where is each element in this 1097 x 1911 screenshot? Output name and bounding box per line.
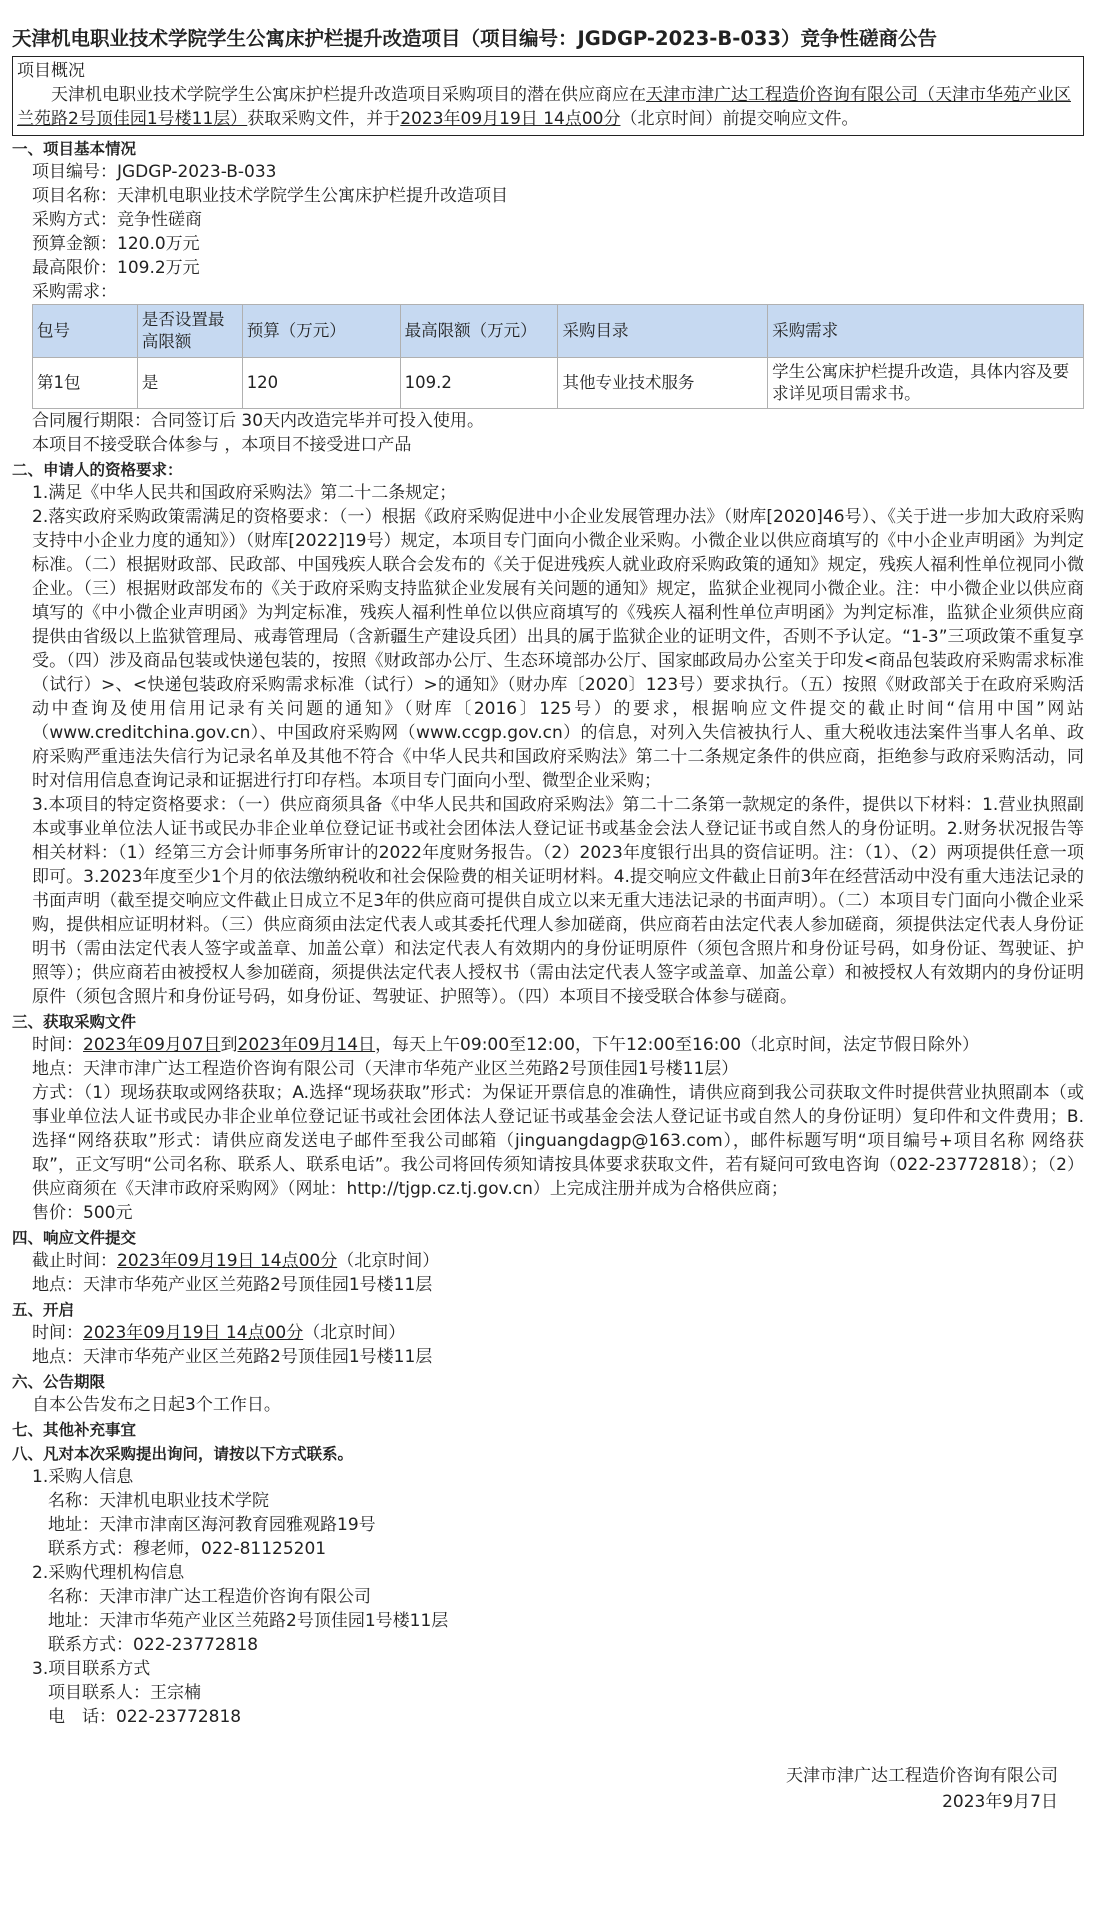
project-name: 项目名称：天津机电职业技术学院学生公寓床护栏提升改造项目 [32, 186, 508, 206]
section-5-heading: 五、开启 [12, 1301, 75, 1319]
section-6-heading: 六、公告期限 [12, 1373, 106, 1391]
opening-time [12, 1321, 1084, 1345]
time-to: 到 [220, 1035, 238, 1055]
submission-deadline [12, 1249, 1084, 1273]
table-header-row [33, 305, 1084, 358]
contract-period: 合同履行期限：合同签订后 30天内改造完毕并可投入使用。 [32, 411, 485, 431]
table-cell: 其他专业技术服务 [558, 358, 768, 409]
overview-text-post: （北京时间）前提交响应文件。 [620, 109, 859, 129]
qualification-item-2: 2.落实政府采购政策需满足的资格要求：（一）根据《政府采购促进中小企业发展管理办法》（财库[2020]46号）、《关于进一步加大政府采购支持中小企业力度的通知》）（财库[2022]19号）规定，本项目专门面向小微企业采购。小微企业以供应商填写的《中小企业声明函》为判定标准。（二）根据财政部、民政部、中国残疾人联合会发布的《关于促进残疾人就业政府采购政策的通知》规定，残疾人福利性单位视同小微企业。（三）根据财政部发布的《关于政府采购支持监狱企业发展有关问题的通知》规定，监狱企业视同小微企业。注：中小微企业以供应商填写的《中小微企业声明函》为判定标准，残疾人福利性单位以供应商填写的《残疾人福利性单位声明函》为判定标准，监狱企业须供应商提供由省级以上监狱管理局、戒毒管理局（含新疆生产建设兵团）出具的属于监狱企业的证明文件，否则不予认定。“1-3”三项政策不重复享受。（四）涉及商品包装或快递包装的，按照《财政部办公厅、生态环境部办公厅、国家邮政局办公室关于印发<商品包装政府采购需求标准（试行）>、<快递包装政府采购需求标准（试行）>的通知》（财办库〔2020〕123号）要求执行。（五）按照《财政部关于在政府采购活动中查询及使用信用记录有关问题的通知》（财库〔2016〕125号）的要求，根据响应文件提交的截止时间“信用中国”网站（www.creditchina.gov.cn）、中国政府采购网（www.ccgp.gov.cn）的信息，对列入失信被执行人、重大税收违法案件当事人名单、政府采购严重违法失信行为记录名单及其他不符合《中华人民共和国政府采购法》第二十二条规定条件的供应商，拒绝参与政府采购活动，同时对信用信息查询记录和证据进行打印存档。本项目专门面向小型、微型企业采购； [32, 507, 1084, 791]
section-3-heading: 三、获取采购文件 [12, 1013, 137, 1031]
max-price: 最高限价：109.2万元 [32, 258, 200, 278]
table-header-cell: 包号 [33, 305, 138, 358]
table-header-cell: 最高限额（万元） [400, 305, 558, 358]
buyer-name: 名称：天津机电职业技术学院 [48, 1491, 269, 1511]
table-cell: 学生公寓床护栏提升改造，具体内容及要求详见项目需求书。 [768, 358, 1084, 409]
procurement-demand-label: 采购需求： [32, 282, 117, 302]
table-cell: 第1包 [33, 358, 138, 409]
table-row [33, 358, 1084, 409]
document-pickup-place: 地点：天津市津广达工程造价咨询有限公司（天津市华苑产业区兰苑路2号顶佳园1号楼11层） [32, 1059, 739, 1079]
table-cell: 120 [242, 358, 400, 409]
section-4-heading: 四、响应文件提交 [12, 1229, 137, 1247]
table-cell: 109.2 [400, 358, 558, 409]
project-contact-person: 项目联系人：王宗楠 [48, 1683, 201, 1703]
table-header-cell: 采购目录 [558, 305, 768, 358]
agent-contact: 联系方式：022-23772818 [48, 1635, 259, 1655]
overview-pickup-location: 天津市津广达工程造价咨询有限公司（天津市华苑产业区兰苑路2号顶佳园1号楼11层） [17, 85, 1071, 129]
agent-info-title: 2.采购代理机构信息 [32, 1563, 185, 1583]
overview-deadline-date: 2023年09月19日 14点00分 [400, 109, 621, 129]
project-contact-title: 3.项目联系方式 [32, 1659, 151, 1679]
table-header-cell: 是否设置最高限额 [137, 305, 242, 358]
project-contact-phone: 电 话：022-23772818 [48, 1707, 242, 1727]
buyer-contact: 联系方式：穆老师，022-81125201 [48, 1539, 327, 1559]
overview-heading: 项目概况 [17, 61, 85, 81]
project-number: 项目编号：JGDGP-2023-B-033 [32, 162, 277, 182]
time-label: 时间： [32, 1035, 83, 1055]
project-overview-box [12, 56, 1084, 136]
opening-time-label: 时间： [32, 1323, 83, 1343]
deadline-post: （北京时间） [337, 1251, 440, 1271]
package-table [32, 304, 1084, 409]
qualification-item-1: 1.满足《中华人民共和国政府采购法》第二十二条规定； [32, 483, 457, 503]
deadline-label: 截止时间： [32, 1251, 117, 1271]
signature-date: 2023年9月7日 [942, 1792, 1058, 1812]
section-1-heading: 一、项目基本情况 [12, 140, 137, 158]
signature-org: 天津市津广达工程造价咨询有限公司 [786, 1766, 1058, 1786]
agent-address: 地址：天津市华苑产业区兰苑路2号顶佳园1号楼11层 [48, 1611, 449, 1631]
table-header-cell: 预算（万元） [242, 305, 400, 358]
section-2-heading: 二、申请人的资格要求： [12, 461, 183, 479]
opening-date: 2023年09月19日 14点00分 [83, 1323, 304, 1343]
section-7-heading: 七、其他补充事宜 [12, 1421, 137, 1439]
opening-place: 地点：天津市华苑产业区兰苑路2号顶佳园1号楼11层 [32, 1347, 433, 1367]
announcement-period: 自本公告发布之日起3个工作日。 [32, 1395, 281, 1415]
document-price: 售价：500元 [32, 1203, 133, 1223]
table-header-cell: 采购需求 [768, 305, 1084, 358]
buyer-address: 地址：天津市津南区海河教育园雅观路19号 [48, 1515, 376, 1535]
time-rest: ，每天上午09:00至12:00，下午12:00至16:00（北京时间，法定节假日除外） [375, 1035, 980, 1055]
procurement-method: 采购方式：竞争性磋商 [32, 210, 202, 230]
qualification-item-3: 3.本项目的特定资格要求：（一）供应商须具备《中华人民共和国政府采购法》第二十二条第一款规定的条件，提供以下材料：1.营业执照副本或事业单位法人证书或民办非企业单位登记证书或社会团体法人登记证书或基金会法人登记证书或自然人的身份证明。2.财务状况报告等相关材料：（1）经第三方会计师事务所审计的2022年度财务报告。（2）2023年度银行出具的资信证明。注：（1）、（2）两项提供任意一项即可。3.2023年度至少1个月的依法缴纳税收和社会保险费的相关证明材料。4.提交响应文件截止日前3年在经营活动中没有重大违法记录的书面声明（截至提交响应文件截止日成立不足3年的供应商可提供自成立以来无重大违法记录的书面声明）。（二）本项目专门面向小微企业采购，提供相应证明材料。（三）供应商须由法定代表人或其委托代理人参加磋商，供应商若由法定代表人参加磋商，须提供法定代表人身份证明书（需由法定代表人签字或盖章、加盖公章）和法定代表人有效期内的身份证明原件（须包含照片和身份证号码，如身份证、驾驶证、护照等）；供应商若由被授权人参加磋商，须提供法定代表人授权书（需由法定代表人签字或盖章、加盖公章）和被授权人有效期内的身份证明原件（须包含照片和身份证号码，如身份证、驾驶证、护照等）。（四）本项目不接受联合体参与磋商。 [32, 795, 1084, 1007]
opening-time-post: （北京时间） [303, 1323, 406, 1343]
time-end: 2023年09月14日 [237, 1035, 376, 1055]
table-cell: 是 [137, 358, 242, 409]
page-title: 天津机电职业技术学院学生公寓床护栏提升改造项目（项目编号：JGDGP-2023-B-033）竞争性磋商公告 [12, 27, 938, 50]
signature-block [12, 1763, 1084, 1815]
document-pickup-method: 方式：（1）现场获取或网络获取；A.选择“现场获取”形式：为保证开票信息的准确性，请供应商到我公司获取文件时提供营业执照副本（或事业单位法人证书或民办非企业单位登记证书或社会团体法人登记证书或基金会法人登记证书或自然人的身份证明）复印件和文件费用；B.选择“网络获取”形式：请供应商发送电子邮件至我公司邮箱（jinguangdagp@163.com），邮件标题写明“项目编号+项目名称 网络获取”，正文写明“公司名称、联系人、联系电话”。我公司将回传须知请按具体要求获取文件，若有疑问可致电咨询（022-23772818）；（2）供应商须在《天津市政府采购网》（网址：http://tjgp.cz.tj.gov.cn）上完成注册并成为合格供应商； [32, 1083, 1084, 1199]
agent-name: 名称：天津市津广达工程造价咨询有限公司 [48, 1587, 371, 1607]
deadline-date: 2023年09月19日 14点00分 [117, 1251, 338, 1271]
section-8-heading: 八、凡对本次采购提出询问，请按以下方式联系。 [12, 1445, 354, 1463]
overview-text-pre: 天津机电职业技术学院学生公寓床护栏提升改造项目采购项目的潜在供应商应在 [51, 85, 646, 105]
submission-place: 地点：天津市华苑产业区兰苑路2号顶佳园1号楼11层 [32, 1275, 433, 1295]
time-start: 2023年09月07日 [83, 1035, 221, 1055]
announcement-page [12, 0, 1084, 1815]
overview-text-mid: 获取采购文件，并于 [247, 109, 401, 129]
overview-text [17, 83, 1077, 131]
budget-amount: 预算金额：120.0万元 [32, 234, 200, 254]
consortium-note: 本项目不接受联合体参与 ，本项目不接受进口产品 [32, 435, 412, 455]
buyer-info-title: 1.采购人信息 [32, 1467, 134, 1487]
document-pickup-time [12, 1033, 1084, 1057]
